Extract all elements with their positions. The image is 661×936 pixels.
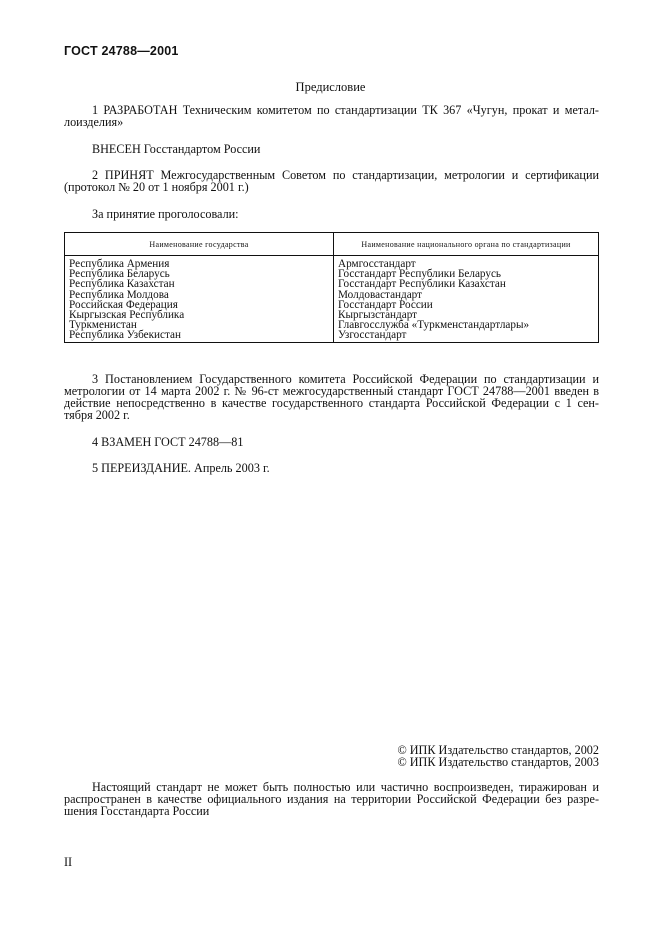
reproduction-notice: Настоящий стандарт не может быть полностью или частично воспроизведен, тиражирован и распространен в качестве официального издания на территории Российской Федерации без разре-шения Госстандарта России	[64, 780, 599, 818]
state-name: Республика Казахстан	[69, 278, 175, 291]
standards-body-name: Госстандарт Республики Казахстан	[338, 278, 506, 291]
state-name: Республика Молдова	[69, 288, 169, 301]
standards-body-name: Главгосслужба «Туркменстандартлары»	[338, 319, 530, 332]
table-header-row	[65, 233, 599, 256]
standards-body-name: Госстандарт России	[338, 298, 433, 311]
copyright-block	[397, 744, 599, 768]
standard-code-header: ГОСТ 24788—2001	[64, 44, 179, 58]
state-name: Кыргызская Республика	[69, 309, 185, 322]
table-row	[65, 256, 599, 343]
state-name: Республика Армения	[69, 258, 170, 270]
paragraph-3-resolution: 3 Постановлением Государственного комитета Российской Федерации по стандартизации и метрологии от 14 марта 2002 г. № 96-ст межгосударственный стандарт ГОСТ 24788—2001 введен в действие непосредственно в качестве государственного стандарта Российской Федерации с 1 сен-тября 2002 г.	[64, 372, 599, 422]
standards-body-name: Армгосстандарт	[338, 258, 416, 270]
header-state-name: Наименование государства	[65, 233, 334, 256]
state-name: Туркменистан	[69, 319, 137, 332]
standards-body-name: Кыргызстандарт	[338, 309, 418, 322]
paragraph-voted: За принятие проголосовали:	[92, 207, 239, 221]
page-number: II	[64, 855, 73, 869]
standards-body-name: Госстандарт Республики Беларусь	[338, 268, 502, 281]
paragraph-4-replaces: 4 ВЗАМЕН ГОСТ 24788—81	[92, 435, 244, 449]
paragraph-5-reissue: 5 ПЕРЕИЗДАНИЕ. Апрель 2003 г.	[92, 461, 270, 475]
paragraph-introduced: ВНЕСЕН Госстандартом России	[92, 142, 261, 156]
standards-body-name: Узгосстандарт	[338, 329, 407, 342]
bodies-column	[334, 256, 599, 343]
state-name: Республика Беларусь	[69, 268, 170, 281]
standards-body-name: Молдовастандарт	[338, 288, 423, 301]
states-column	[65, 256, 334, 343]
state-name: Республика Узбекистан	[69, 329, 181, 342]
copyright-line: © ИПК Издательство стандартов, 2003	[397, 755, 599, 769]
voting-states-table	[64, 232, 599, 343]
page-title: Предисловие	[295, 80, 366, 94]
paragraph-1-developed: 1 РАЗРАБОТАН Техническим комитетом по стандартизации ТК 367 «Чугун, прокат и метал-лоизделия»	[64, 103, 599, 129]
paragraph-2-adopted: 2 ПРИНЯТ Межгосударственным Советом по стандартизации, метрологии и сертификации (протокол № 20 от 1 ноября 2001 г.)	[64, 168, 599, 194]
state-name: Российская Федерация	[69, 298, 178, 311]
copyright-line: © ИПК Издательство стандартов, 2002	[397, 743, 599, 757]
header-standards-body: Наименование национального органа по стандартизации	[334, 233, 599, 256]
